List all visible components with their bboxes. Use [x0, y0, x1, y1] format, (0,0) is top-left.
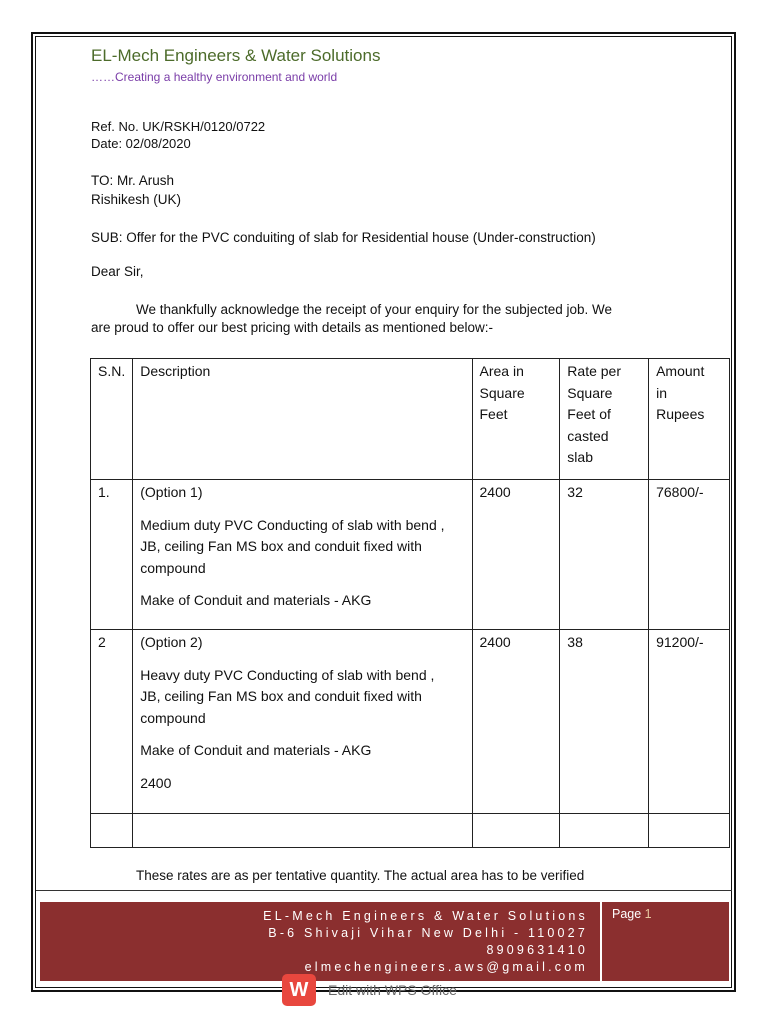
page-indicator — [612, 907, 652, 921]
table-empty-row — [91, 814, 730, 848]
reference-number: Ref. No. UK/RSKH/0120/0722 — [91, 119, 266, 134]
footer-company: EL-Mech Engineers & Water Solutions — [263, 909, 588, 923]
header-description: Description — [140, 363, 211, 379]
page-number: 1 — [644, 907, 652, 921]
header-area: Area in Square Feet — [479, 363, 525, 422]
table-row — [91, 630, 730, 814]
row-area: 2400 — [479, 634, 511, 650]
header-rate: Rate per Square Feet of casted slab — [567, 363, 621, 465]
salutation: Dear Sir, — [91, 264, 144, 279]
option-make: Make of Conduit and materials - AKG — [140, 742, 372, 758]
row-rate: 32 — [567, 484, 583, 500]
table-header-row — [91, 359, 730, 480]
pricing-table — [90, 358, 730, 848]
letter-date: Date: 02/08/2020 — [91, 136, 191, 151]
row-description — [133, 480, 471, 612]
option-title: (Option 2) — [140, 634, 203, 650]
footer-rule — [36, 890, 732, 891]
row-amount: 91200/- — [656, 634, 704, 650]
footer-contact — [40, 902, 598, 981]
option-detail: Medium duty PVC Conducting of slab with bend , JB, ceiling Fan MS box and conduit fixed with compound — [140, 516, 445, 576]
intro-line-1: We thankfully acknowledge the receipt of your enquiry for the subjected job. We — [136, 302, 613, 317]
footer-divider — [600, 902, 602, 981]
option-extra: 2400 — [140, 774, 172, 791]
company-tagline: ……Creating a healthy environment and world — [91, 70, 338, 84]
row-sn: 2 — [98, 634, 106, 650]
row-sn: 1. — [98, 484, 110, 500]
footer-phone: 8909631410 — [486, 943, 588, 957]
recipient-location: Rishikesh (UK) — [91, 192, 182, 207]
subject-line: SUB: Offer for the PVC conduiting of slab for Residential house (Under-construction) — [91, 230, 596, 245]
header-amount: Amount in Rupees — [656, 363, 705, 422]
note-text: These rates are as per tentative quantity. The actual area has to be verified — [136, 868, 585, 883]
recipient-name: TO: Mr. Arush — [91, 173, 175, 188]
option-make: Make of Conduit and materials - AKG — [140, 592, 372, 608]
table-row — [91, 480, 730, 630]
company-name: EL-Mech Engineers & Water Solutions — [91, 46, 381, 65]
wps-logo-icon: W — [282, 974, 316, 1006]
wps-edit-label: Edit with WPS Office — [328, 982, 457, 998]
row-amount: 76800/- — [656, 484, 704, 500]
footer-address: B-6 Shivaji Vihar New Delhi - 110027 — [268, 926, 588, 940]
option-title: (Option 1) — [140, 484, 203, 500]
row-rate: 38 — [567, 634, 583, 650]
wps-watermark[interactable] — [282, 974, 457, 1006]
row-area: 2400 — [479, 484, 511, 500]
header-sn: S.N. — [98, 363, 126, 379]
option-detail: Heavy duty PVC Conducting of slab with bend , JB, ceiling Fan MS box and conduit fixed with compound — [140, 666, 435, 726]
intro-line-2: are proud to offer our best pricing with details as mentioned below:- — [91, 320, 493, 335]
page-label: Page — [612, 907, 645, 921]
footer-email: elmechengineers.aws@gmail.com — [304, 960, 588, 974]
row-description — [133, 630, 471, 794]
